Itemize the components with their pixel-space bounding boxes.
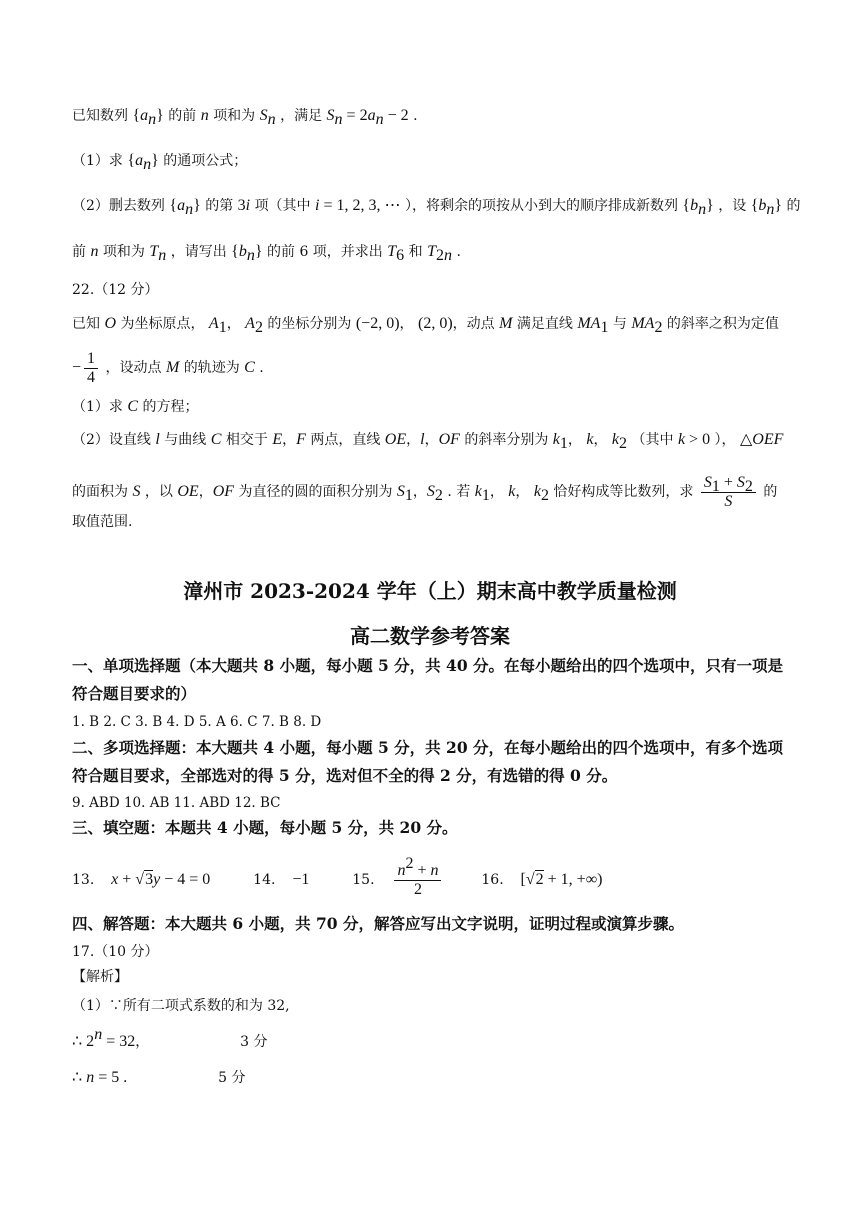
answers-multi-choice: 9. ABD 10. AB 11. ABD 12. BC [72,795,281,811]
q21-part1: （1）求 $\{a_n\}$ 的通项公式； [72,152,248,173]
section-multi-choice: 二、多项选择题：本大题共 4 小题，每小题 5 分，共 20 分，在每小题给出的四个选项中，有多个选项符合题目要求，全部选对的得 5 分，选对但不全的得 2 分，有选错的得 0 分。 [72,738,784,785]
q22-part2-line1: （2）设直线 l 与曲线 C 相交于 E，F 两点，直线 OE，l，OF 的斜率分别为 $k_1$， k， $k_2$ （其中 k > 0 ）， △OEF [72,431,784,452]
q17-header: 17.（10 分） [72,944,159,960]
answer-title: 漳州市 2023-2024 学年（上）期末高中教学质量检测 [183,579,677,603]
q21-intro: 已知数列 $\{a_n\}$ 的前 n 项和为 $S_n$ ，满足 $S_n = 2a_n - 2$ . [72,107,418,128]
answers-single-choice: 1. B 2. C 3. B 4. D 5. A 6. C 7. B 8. D [72,714,322,730]
solution-step-3: ∴ n = 5 . 5 分 [72,1069,246,1086]
answer-subtitle: 高二数学参考答案 [350,624,510,648]
q21-part2-line1: （2）删去数列 $\{a_n\}$ 的第 3i 项（其中 i = 1, 2, 3, ⋯ ），将剩余的项按从小到大的顺序排成新数列 $\{b_n\}$ ，设 $\{b_n\}$ 的 [72,197,801,218]
section-solutions: 四、解答题：本大题共 6 小题，共 70 分，解答应写出文字说明，证明过程或演算步骤。 [72,914,684,933]
section-fill-blank: 三、填空题：本题共 4 小题，每小题 5 分，共 20 分。 [72,818,458,837]
q22-part1: （1）求 C 的方程； [72,398,199,415]
solution-step-1: （1）∵所有二项式系数的和为 32, [72,998,290,1014]
solution-step-2: ∴ $2^n = 32$， 3 分 [72,1026,268,1050]
q22-line2: − $\frac{1}{4}$ ，设动点 M 的轨迹为 C . [72,349,264,386]
q21-part2-line2: 前 n 项和为 $T_n$ ，请写出 $\{b_n\}$ 的前 6 项，并求出 $T_6$ 和 $T_{2n}$ . [72,243,461,264]
answers-fill-blank: 13. x + √3y − 4 = 0 14. −1 15. $\frac{n^2 + n}{2}$ 16. [√2 + 1, +∞) [72,854,603,898]
q22-line1: 已知 O 为坐标原点， $A_1$， $A_2$ 的坐标分别为 (−2, 0)， (2, 0)，动点 M 满足直线 $MA_1$ 与 $MA_2$ 的斜率之积为定值 [72,315,779,336]
section-single-choice: 一、单项选择题（本大题共 8 小题，每小题 5 分，共 40 分。在每小题给出的四个选项中，只有一项是符合题目要求的） [72,656,784,703]
q22-part2-line2: 的面积为 S ，以 OE，OF 为直径的圆的面积分别为 $S_1$，$S_2$ . 若 $k_1$， k， $k_2$ 恰好构成等比数列，求 $\frac{S_1 + S_2}{S}$ 的 [72,473,778,510]
q22-part2-line3: 取值范围. [72,514,133,530]
analysis-label: 【解析】 [72,969,128,985]
q22-header: 22.（12 分） [72,282,159,298]
